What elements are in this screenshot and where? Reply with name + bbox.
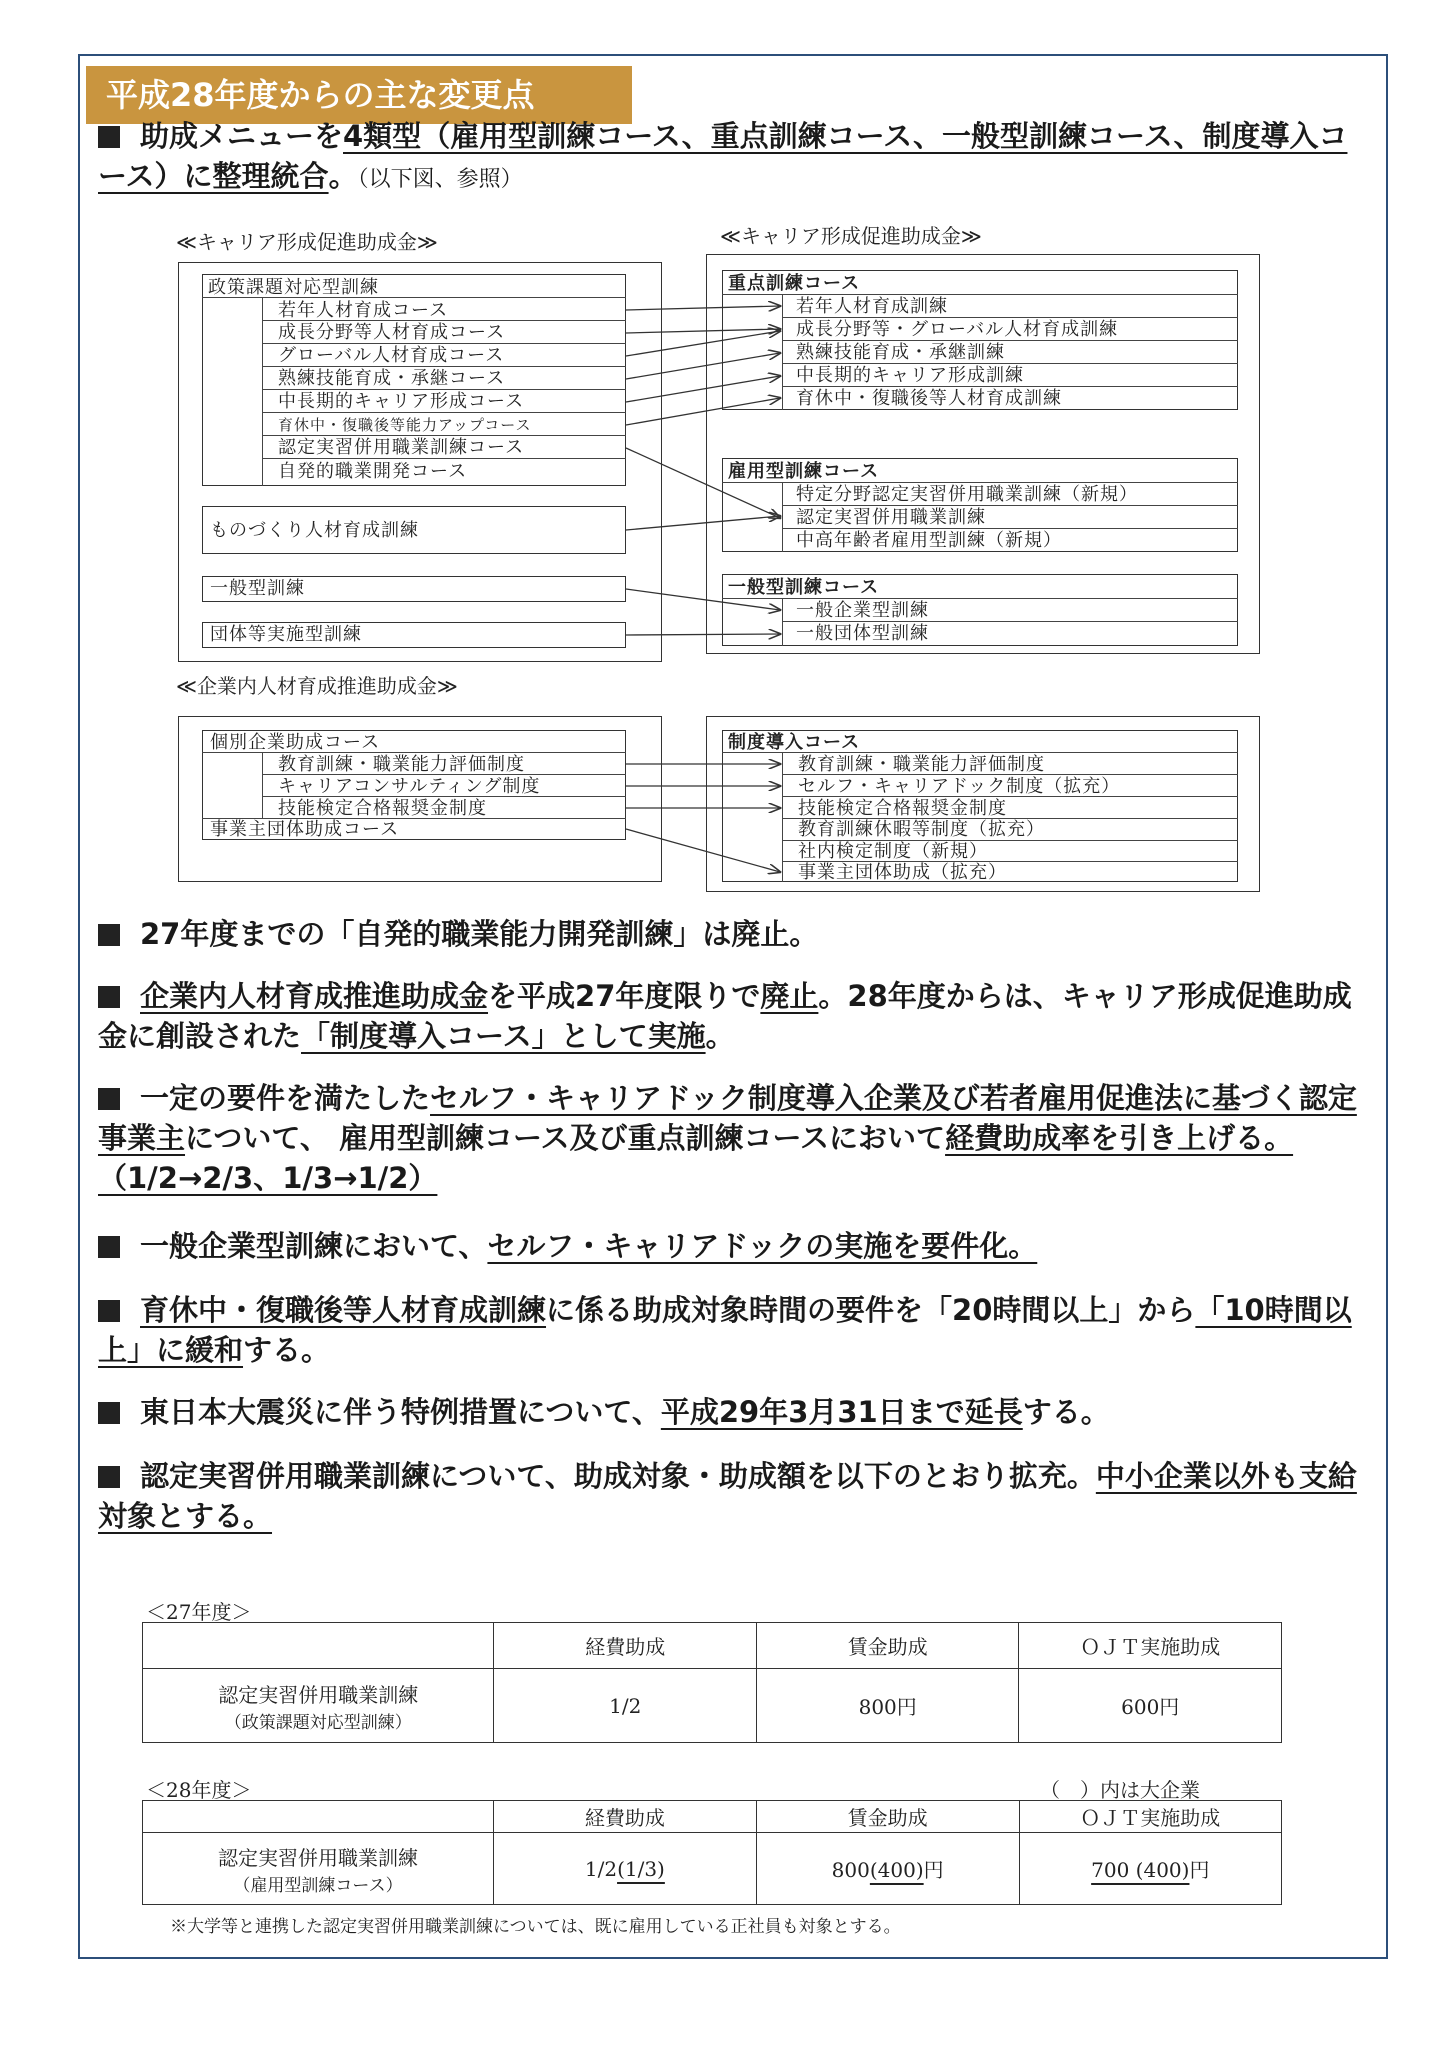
left-box-2-title: ものづくり人材育成訓練 bbox=[210, 520, 419, 541]
arrow-line bbox=[626, 329, 780, 333]
left-box-1-item: 熟練技能育成・承継コース bbox=[278, 368, 506, 389]
bullet-text: を平成27年度限りで bbox=[488, 979, 761, 1013]
bullet-text: に係る助成対象時間の要件を「20時間以上」から bbox=[546, 1293, 1196, 1327]
arrow-line bbox=[626, 353, 780, 379]
bullet-text-underlined: 平成29年3月31日まで延長 bbox=[660, 1395, 1023, 1429]
bullet-text: について、 雇用型訓練コース及び重点訓練コースにおいて bbox=[185, 1121, 946, 1155]
left-box-1-item: 中長期的キャリア形成コース bbox=[278, 391, 525, 412]
right-box-4-item: セルフ・キャリアドック制度（拡充） bbox=[798, 776, 1121, 797]
bullet-text: 。 bbox=[705, 1019, 735, 1053]
right-box-1-item: 育休中・復職後等人材育成訓練 bbox=[796, 388, 1062, 409]
right-box-2-item: 特定分野認定実習併用職業訓練（新規） bbox=[796, 484, 1138, 505]
arrow-line bbox=[626, 376, 780, 402]
table-cell bbox=[1019, 1833, 1281, 1905]
table-fy27 bbox=[142, 1622, 1282, 1743]
right-box-1-item: 若年人材育成訓練 bbox=[796, 296, 948, 317]
row-subname: （雇用型訓練コース） bbox=[233, 1875, 403, 1896]
table-header-cell: 賃金助成 bbox=[756, 1801, 1019, 1833]
left-box-1-item: 認定実習併用職業訓練コース bbox=[278, 437, 525, 458]
bullet-text-underlined: 「制度導入コース」として実施 bbox=[301, 1019, 706, 1053]
value-unit: 円 bbox=[923, 1858, 944, 1882]
right-box-4-item: 教育訓練・職業能力評価制度 bbox=[798, 754, 1045, 775]
table-row bbox=[143, 1833, 1282, 1905]
diagram-right-heading: ≪キャリア形成促進助成金≫ bbox=[720, 224, 982, 248]
bullet-square-icon bbox=[98, 1300, 120, 1322]
table-row-label bbox=[143, 1833, 494, 1905]
table-28-note: （ ）内は大企業 bbox=[1040, 1778, 1200, 1802]
bullet-square-icon bbox=[98, 1402, 120, 1424]
table-cell: 1/2 bbox=[494, 1669, 756, 1743]
bullet-text-underlined: 中小企業以外も支給対象とする。 bbox=[98, 1459, 1357, 1533]
bullet-2 bbox=[98, 914, 1368, 954]
bullet-4 bbox=[98, 1078, 1368, 1198]
bullet-square-icon bbox=[98, 924, 120, 946]
bullet-text: する。 bbox=[1022, 1395, 1110, 1429]
bullet-text: 助成メニューを bbox=[140, 119, 344, 153]
right-box-4-item: 技能検定合格報奨金制度 bbox=[798, 798, 1007, 819]
arrow-line bbox=[626, 331, 780, 356]
bullet-text: 認定実習併用職業訓練について、助成対象・助成額を以下のとおり拡充。 bbox=[140, 1459, 1096, 1493]
value: 700 (400) bbox=[1091, 1858, 1190, 1882]
right-box-4-item: 教育訓練休暇等制度（拡充） bbox=[798, 819, 1045, 840]
bullet-square-icon bbox=[98, 1088, 120, 1110]
left-box-4-title: 団体等実施型訓練 bbox=[210, 624, 362, 645]
row-subname: （政策課題対応型訓練） bbox=[224, 1712, 412, 1733]
right-box-2-item: 認定実習併用職業訓練 bbox=[796, 507, 986, 528]
table-cell: 600円 bbox=[1019, 1669, 1282, 1743]
bullet-text-underlined: 経費助成率を引き上げる。（1/2→2/3、1/3→1/2） bbox=[98, 1121, 1294, 1195]
bullet-text: 一定の要件を満たした bbox=[140, 1081, 431, 1115]
footnote: ※大学等と連携した認定実習併用職業訓練については、既に雇用している正社員も対象とする。 bbox=[170, 1917, 901, 1937]
right-box-3-item: 一般団体型訓練 bbox=[796, 623, 929, 644]
table-28-label: ＜28年度＞ bbox=[146, 1778, 252, 1802]
right-box-4-item: 事業主団体助成（拡充） bbox=[798, 862, 1007, 883]
page-title: 平成28年度からの主な変更点 bbox=[86, 66, 632, 124]
row-name: 認定実習併用職業訓練 bbox=[218, 1682, 419, 1707]
table-cell bbox=[756, 1833, 1019, 1905]
right-box-1-item: 熟練技能育成・承継訓練 bbox=[796, 342, 1005, 363]
bullet-note: （以下図、参照） bbox=[357, 167, 523, 192]
table-header-cell: ＯＪＴ実施助成 bbox=[1019, 1801, 1281, 1833]
table-header-cell: 経費助成 bbox=[494, 1623, 756, 1669]
table-header-cell bbox=[143, 1801, 494, 1833]
right-box-2-title: 雇用型訓練コース bbox=[728, 461, 880, 482]
right-box-4-item: 社内検定制度（新規） bbox=[798, 841, 988, 862]
left-box-1-item: 育休中・復職後等能力アップコース bbox=[278, 416, 532, 434]
table-header-row bbox=[143, 1623, 1282, 1669]
diagram-left-heading-2: ≪企業内人材育成推進助成金≫ bbox=[176, 674, 458, 698]
bullet-square-icon bbox=[98, 986, 120, 1008]
table-fy28 bbox=[142, 1800, 1282, 1905]
arrow-line bbox=[626, 589, 780, 610]
left-box-5-title: 個別企業助成コース bbox=[210, 732, 381, 753]
bullet-square-icon bbox=[98, 1466, 120, 1488]
bullet-8 bbox=[98, 1456, 1368, 1536]
bullet-text-underlined: 廃止 bbox=[760, 979, 819, 1013]
bullet-text: する。 bbox=[243, 1333, 331, 1367]
bullet-text-underlined: 「10時間以上」に緩和 bbox=[98, 1293, 1352, 1367]
right-box-1-title: 重点訓練コース bbox=[728, 273, 861, 294]
bullet-text-underlined: 企業内人材育成推進助成金 bbox=[140, 979, 489, 1013]
left-box-1-item: 成長分野等人材育成コース bbox=[278, 322, 506, 343]
table-cell bbox=[494, 1833, 757, 1905]
bullet-text: 。28年度からは、キャリア形成促進助成金に創設された bbox=[98, 979, 1352, 1053]
table-header-cell bbox=[143, 1623, 494, 1669]
left-box-1-title: 政策課題対応型訓練 bbox=[208, 277, 379, 298]
left-box-5-item: キャリアコンサルティング制度 bbox=[278, 776, 541, 797]
table-cell: 800円 bbox=[756, 1669, 1019, 1743]
bullet-text-underlined: セルフ・キャリアドック制度導入企業及び若者雇用促進法に基づく認定事業主 bbox=[98, 1081, 1357, 1155]
table-row-label bbox=[143, 1669, 494, 1743]
bullet-5 bbox=[98, 1226, 1368, 1266]
left-box-5-item: 技能検定合格報奨金制度 bbox=[278, 798, 487, 819]
right-box-4-title: 制度導入コース bbox=[728, 732, 861, 753]
bullet-text: 27年度までの「自発的職業能力開発訓練」は廃止。 bbox=[140, 917, 819, 951]
left-box-1-item: 自発的職業開発コース bbox=[278, 461, 468, 482]
bullet-text-underlined: セルフ・キャリアドックの実施を要件化。 bbox=[487, 1229, 1038, 1263]
left-box-3-title: 一般型訓練 bbox=[210, 578, 305, 599]
bullet-text: 東日本大震災に伴う特例措置について、 bbox=[140, 1395, 661, 1429]
value-unit: 円 bbox=[1189, 1858, 1210, 1882]
table-header-row bbox=[143, 1801, 1282, 1833]
table-header-cell: 経費助成 bbox=[494, 1801, 757, 1833]
table-row bbox=[143, 1669, 1282, 1743]
value-large-enterprise: (400) bbox=[869, 1858, 924, 1882]
left-box-1-item: 若年人材育成コース bbox=[278, 300, 449, 321]
bullet-text-underlined: 4類型（雇用型訓練コース、重点訓練コース、一般型訓練コース、制度導入コース）に整理統合 bbox=[98, 119, 1348, 193]
bullet-text: 一般企業型訓練において、 bbox=[140, 1229, 488, 1263]
arrow-line bbox=[626, 829, 780, 872]
bullet-3 bbox=[98, 976, 1368, 1056]
right-box-3-title: 一般型訓練コース bbox=[728, 577, 880, 598]
row-name: 認定実習併用職業訓練 bbox=[218, 1845, 418, 1870]
bullet-6 bbox=[98, 1290, 1368, 1370]
table-header-cell: ＯＪＴ実施助成 bbox=[1019, 1623, 1282, 1669]
left-box-5-item: 事業主団体助成コース bbox=[210, 819, 400, 840]
right-box-2-item: 中高年齢者雇用型訓練（新規） bbox=[796, 530, 1062, 551]
value: 1/2 bbox=[584, 1856, 618, 1881]
arrow-line bbox=[626, 516, 780, 530]
arrow-line bbox=[626, 634, 780, 635]
bullet-text-underlined: 育休中・復職後等人材育成訓練 bbox=[140, 1293, 547, 1327]
table-header-cell: 賃金助成 bbox=[756, 1623, 1019, 1669]
bullet-square-icon bbox=[98, 1236, 120, 1258]
diagram-left-heading: ≪キャリア形成促進助成金≫ bbox=[176, 230, 438, 254]
arrow-line bbox=[626, 398, 780, 425]
arrow-line bbox=[626, 306, 780, 310]
left-box-1-item: グローバル人材育成コース bbox=[278, 345, 505, 366]
value: 800 bbox=[831, 1858, 870, 1882]
right-box-3-item: 一般企業型訓練 bbox=[796, 600, 929, 621]
left-box-5-item: 教育訓練・職業能力評価制度 bbox=[278, 754, 525, 775]
value-large-enterprise: (1/3) bbox=[617, 1856, 665, 1881]
arrow-line bbox=[626, 448, 780, 518]
table-27-label: ＜27年度＞ bbox=[146, 1600, 252, 1624]
bullet-text: 。 bbox=[328, 159, 358, 193]
bullet-7 bbox=[98, 1392, 1368, 1432]
right-box-1-item: 成長分野等・グローバル人材育成訓練 bbox=[796, 319, 1119, 340]
right-box-1-item: 中長期的キャリア形成訓練 bbox=[796, 365, 1024, 386]
